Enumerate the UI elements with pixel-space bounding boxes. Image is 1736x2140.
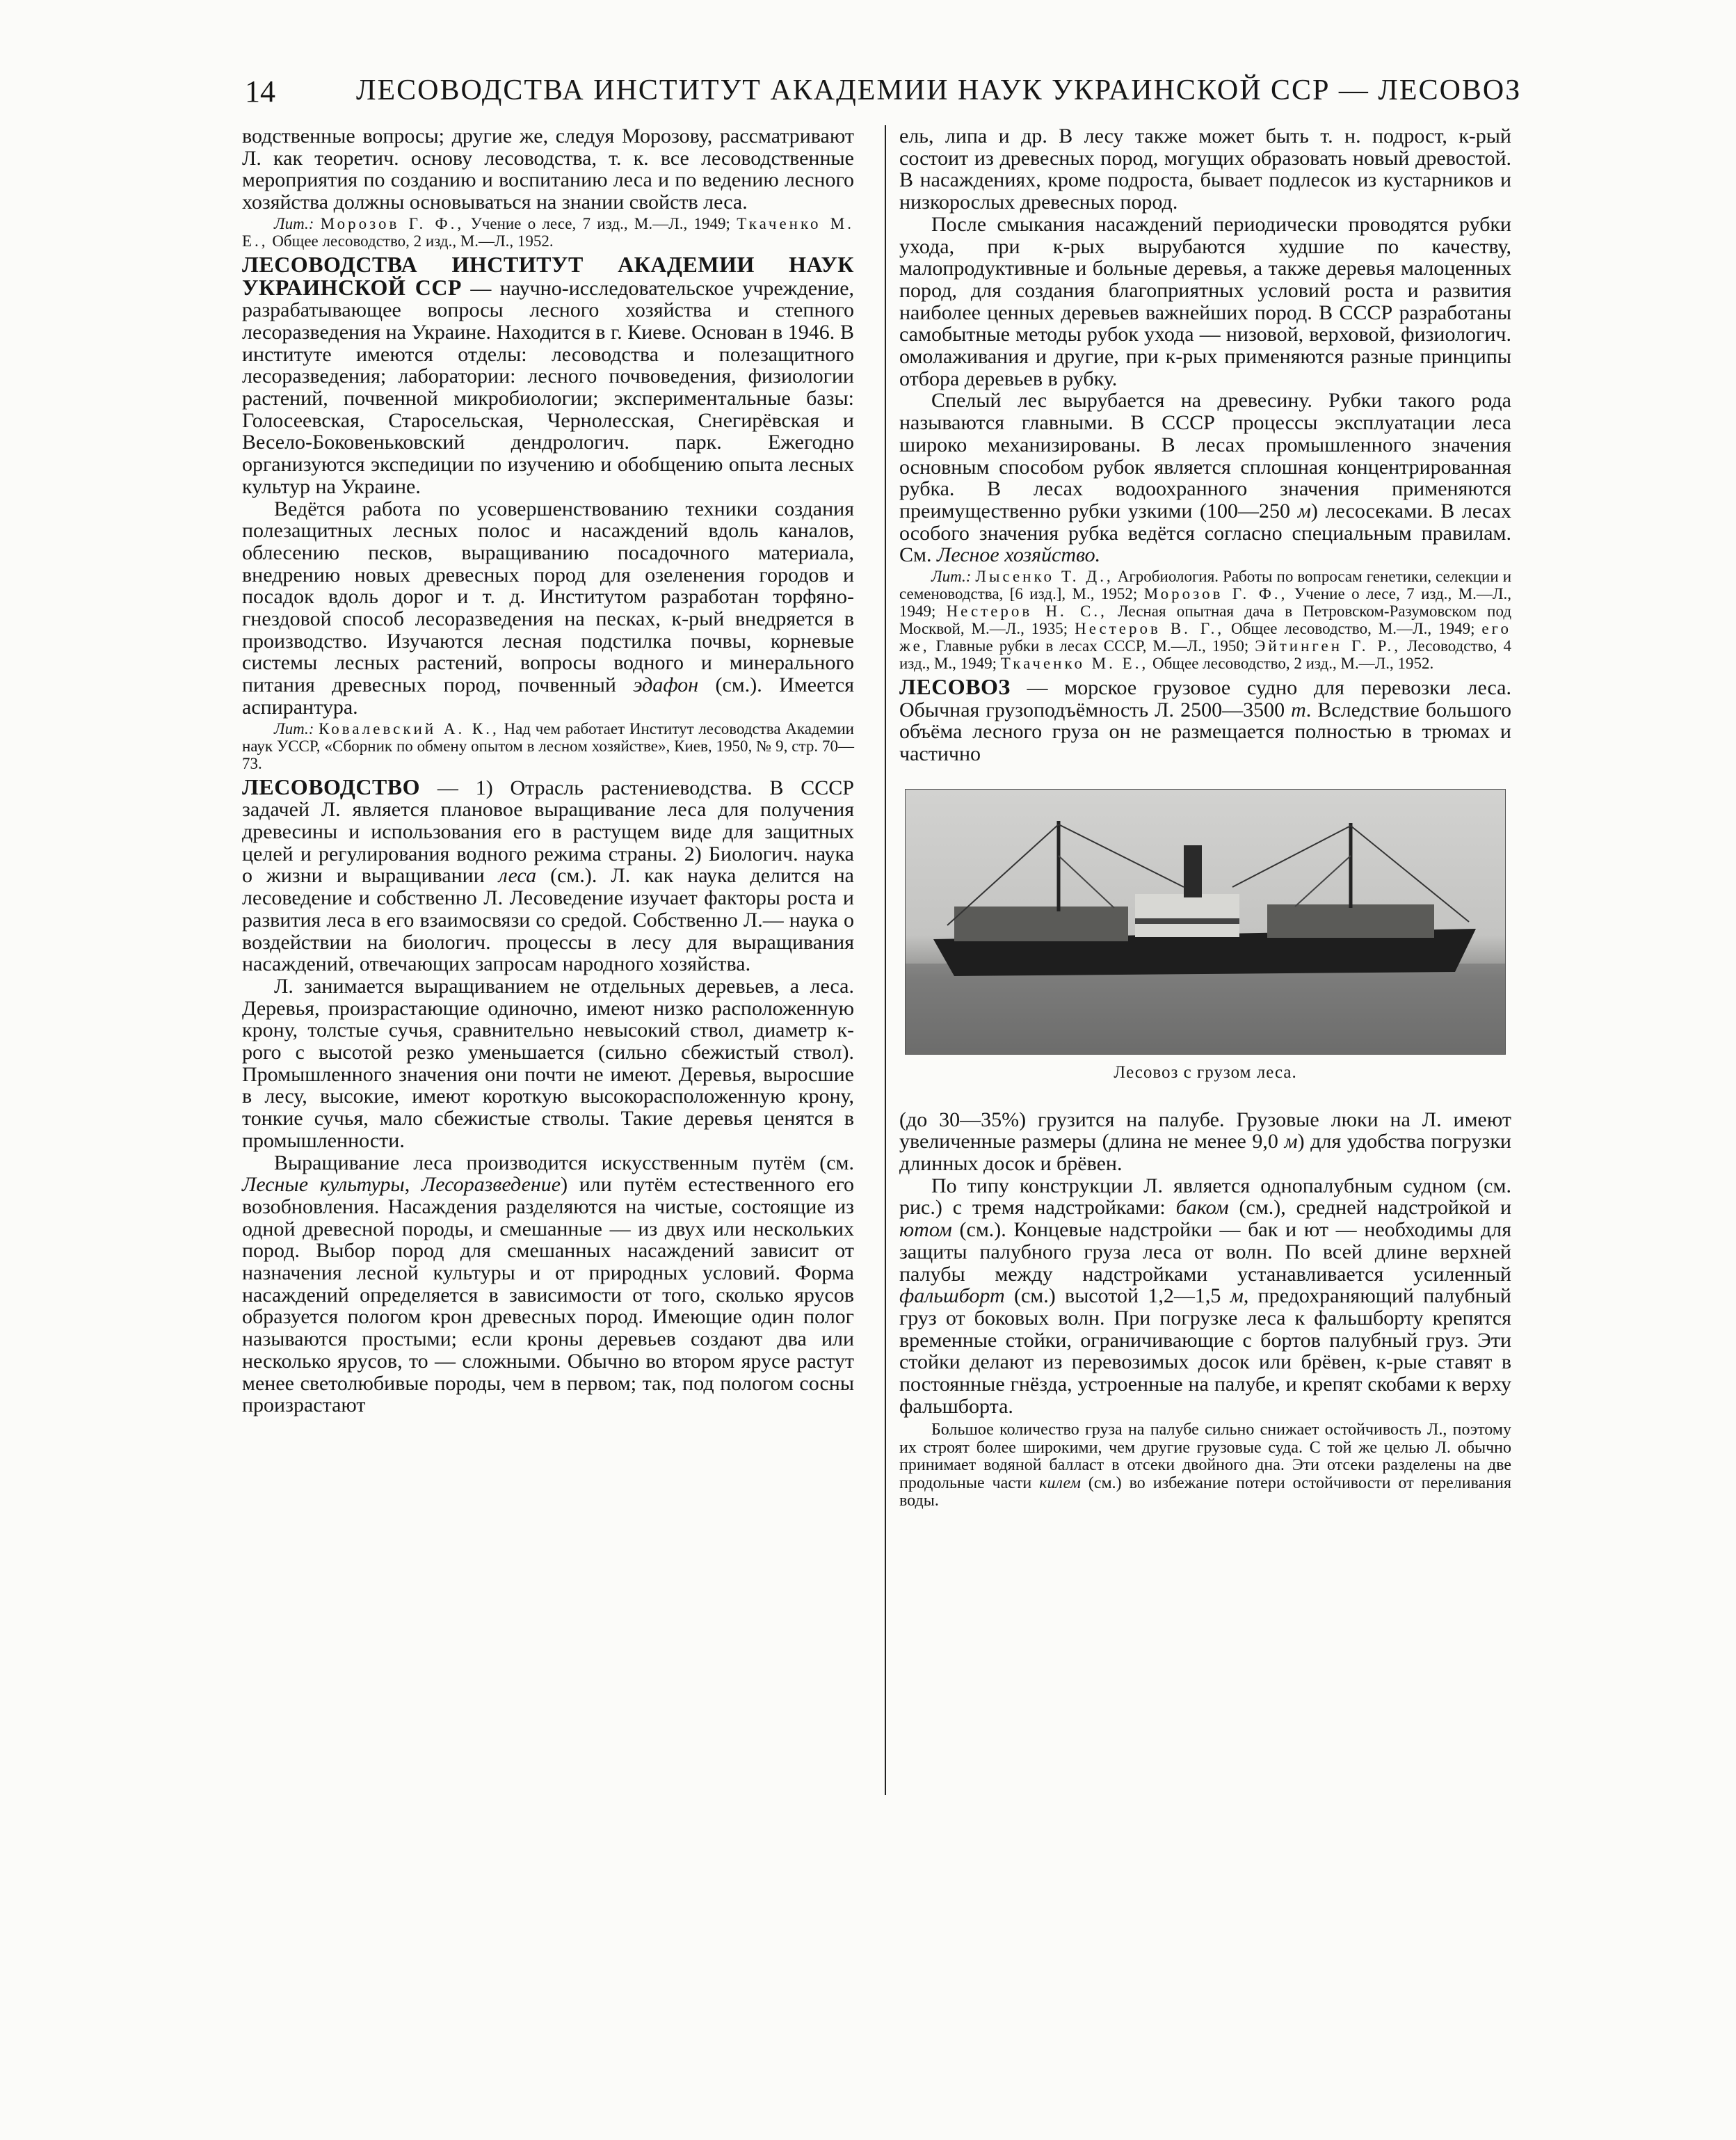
- paragraph: По типу конструкции Л. является однопалубным судном (см. рис.) с тремя надстройками: баком (см.), средней надстройкой и ютом (см.). Концевые надстройки — бак и ют — необходимы для защиты палубного груза леса от волн. По всей длине верхней палубы между надстройками устанавливается усиленный фальшборт (см.) высотой 1,2—1,5 м, предохраняющий палубный груз от боковых волн. При погрузке леса к фальшборту крепятся временные стойки, ограничивающие с бортов палубный груз. Эти стойки делают из перевозимых досок или брёвен, к-рые ставят в постоянные гнёзда, устроенные на палубе, и крепят скобами к верху фальшборта.: [899, 1174, 1511, 1418]
- literature-note: Лит.: Лысенко Т. Д., Агробиология. Работы по вопросам генетики, селекции и семеноводства, [6 изд.], М., 1952; Морозов Г. Ф., Учение о лесе, 7 изд., М.—Л., 1949; Нестеров Н. С., Лесная опытная дача в Петровском-Разумовском под Москвой, М.—Л., 1935; Нестеров В. Г., Общее лесоводство, М.—Л., 1949; его же, Главные рубки в лесах СССР, М.—Л., 1950; Эйтинген Г. Р., Лесоводство, 4 изд., М., 1949; Ткаченко М. Е., Общее лесоводство, 2 изд., М.—Л., 1952.: [899, 568, 1512, 673]
- headword: ЛЕСОВОДСТВО: [242, 774, 421, 799]
- small-print-note: Большое количество груза на палубе сильно снижает остойчивость Л., поэтому их строят более широкими, чем другие грузовые суда. С той же целью Л. обычно принимает водяной балласт в отсеки двойного дна. Эти отсеки разделены на две продольные части килем (см.) во избежание потери остойчивости от переливания воды.: [899, 1421, 1512, 1510]
- timber-ship-illustration: [906, 790, 1505, 1054]
- paragraph: Выращивание леса производится искусственным путём (см. Лесные культуры, Лесоразведение) или путём естественного его возобновления. Насаждения разделяются на чистые, состоящие из одной древесной породы, и смешанные — из двух или нескольких пород. Выбор пород для смешанных насаждений зависит от назначения лесной культуры и от природных условий. Форма насаждений определяется в зависимости от того, сколько ярусов образуется пологом крон древесных пород. Имеющие один полог называются простыми; если кроны деревьев создают два или несколько ярусов, то — сложными. Обычно во втором ярусе растут менее светолюбивые породы, чем в первом; так, под пологом сосны произрастают: [242, 1151, 855, 1417]
- paragraph: Л. занимается выращиванием не отдельных деревьев, а леса. Деревья, произрастающие одиночно, имеют низко расположенную крону, толстые сучья, сравнительно невысокий ствол, диаметр к-рого с высотой резко уменьшается (сильно сбежистый ствол). Промышленного значения они почти не имеют. Деревья, выросшие в лесу, высокие, имеют короткую высокорасположенную крону, тонкие сучья, мало сбежистые стволы. Такие деревья ценятся в промышленности.: [242, 974, 854, 1152]
- figure: [899, 789, 1511, 1084]
- right-column: [899, 125, 1511, 1510]
- cross-reference-link[interactable]: ютом: [899, 1218, 952, 1242]
- article-lesovodstvo: ЛЕСОВОДСТВО — 1) Отрасль растениеводства. В СССР задачей Л. является плановое выращивание леса для получения древесины и использования его в растущем виде для защитных целей и регулирования водного режима страны. 2) Биологич. наука о жизни и выращивании леса (см.). Л. как наука делится на лесоведение и собственно Л. Лесоведение изучает факторы роста и развития леса в его взаимосвязи со средой. Собственно Л.— наука о воздействии на биологич. процессы в лесу для выращивания насаждений, отвечающих запросам народного хозяйства.: [242, 774, 854, 976]
- article-lesovodstva-institut: ЛЕСОВОДСТВА ИНСТИТУТ АКАДЕМИИ НАУК УКРАИНСКОЙ ССР — научно-исследовательское учреждение, разрабатывающее вопросы лесного хозяйства и степного лесоразведения на Украине. Находится в г. Киеве. Основан в 1946. В институте имеются отделы: лесоводства и полезащитного лесоразведения; лаборатории: лесного почвоведения, физиологии растений, почвенной микробиологии; экспериментальные базы: Голосеевская, Старосельская, Чернолесская, Снегирёвская и Весело-Боковеньковский дендрологич. парк. Ежегодно организуются экспедиции по изучению и обобщению опыта лесных культур на Украине.: [242, 251, 855, 498]
- cross-reference-link[interactable]: баком: [1175, 1196, 1229, 1220]
- cross-reference-link[interactable]: Лесные культуры: [242, 1173, 405, 1197]
- cross-reference-link[interactable]: Лесоразведение: [421, 1173, 561, 1197]
- page-header: [245, 74, 1522, 111]
- paragraph: ель, липа и др. В лесу также может быть т. н. подрост, к-рый состоит из древесных пород, могущих образовать новый древостой. В насаждениях, кроме подроста, бывает подлесок из кустарников и низкорослых древесных пород.: [899, 125, 1511, 214]
- article-lesovoz: ЛЕСОВОЗ — морское грузовое судно для перевозки леса. Обычная грузоподъёмность Л. 2500—3500 т. Вследствие большого объёма лесного груза он не размещается полностью в трюмах и частично: [899, 674, 1511, 766]
- cross-reference-link[interactable]: Лесное хозяйство.: [937, 543, 1101, 567]
- paragraph: После смыкания насаждений периодически проводятся рубки ухода, при к-рых вырубаются худшие по качеству, малопродуктивные и больные деревья, а также деревья малоценных пород, для создания благоприятных условий роста и развития наиболее ценных деревьев важнейших пород. В СССР разработаны самобытные методы рубок ухода — низовой, верховой, физиологич. омолаживания и другие, при к-рых применяются разные принципы отбора деревьев в рубку.: [899, 212, 1511, 390]
- cross-reference-link[interactable]: эдафон: [633, 673, 699, 697]
- headword: ЛЕСОВОЗ: [899, 674, 1011, 700]
- ship-photo: [905, 789, 1506, 1055]
- paragraph: (до 30—35%) грузится на палубе. Грузовые люки на Л. имеют увеличенные размеры (длина не менее 9,0 м) для удобства погрузки длинных досок и брёвен.: [899, 1108, 1511, 1175]
- paragraph: Спелый лес вырубается на древесину. Рубки такого рода называются главными. В СССР процессы эксплуатации леса широко механизированы. В лесах промышленного значения основным способом рубок является сплошная концентрированная рубка. В лесах водоохранного значения применяются преимущественно рубки узкими (100—250 м) лесосеками. В лесах особого значения рубка ведётся согласно специальным правилам. См. Лесное хозяйство.: [899, 389, 1511, 567]
- figure-caption: Лесовоз с грузом леса.: [1114, 1062, 1297, 1082]
- literature-note: Лит.: Ковалевский А. К., Над чем работает Институт лесоводства Академии наук УССР, «Сборник по обмену опытом в лесном хозяйстве», Киев, 1950, № 9, стр. 70—73.: [242, 719, 854, 772]
- headword: ЛЕСОВОДСТВА ИНСТИТУТ АКАДЕМИИ НАУК УКРАИНСКОЙ ССР: [242, 251, 854, 300]
- cross-reference-link[interactable]: фальшборт: [899, 1284, 1005, 1308]
- cross-reference-link[interactable]: килем: [1039, 1474, 1081, 1492]
- paragraph: водственные вопросы; другие же, следуя Морозову, рассматривают Л. как теоретич. основу лесоводства, т. к. все лесоводственные мероприятия по созданию и воспитанию леса и по ведению лесного хозяйства должны основываться на знании свойств леса.: [242, 125, 854, 214]
- cross-reference-link[interactable]: леса: [498, 864, 537, 888]
- paragraph: Ведётся работа по усовершенствованию техники создания полезащитных лесных полос и насаждений вдоль каналов, облесению песков, выращиванию посадочного материала, внедрению новых древесных пород для озеленения городов и посадок вдоль дорог и т. д. Институтом разработан торфяно-гнездовой способ лесоразведения на песках, к-рый внедряется в производство. Изучаются лесная подстилка почвы, корневые системы лесных растений, вопросы водного и минерального питания древесных пород, почвенный эдафон (см.). Имеется аспирантура.: [242, 497, 855, 719]
- left-column: [242, 125, 854, 1416]
- running-title: ЛЕСОВОДСТВА ИНСТИТУТ АКАДЕМИИ НАУК УКРАИНСКОЙ ССР — ЛЕСОВОЗ: [356, 74, 1522, 106]
- page-number: 14: [245, 74, 275, 109]
- literature-note: Лит.: Морозов Г. Ф., Учение о лесе, 7 изд., М.—Л., 1949; Ткаченко М. Е., Общее лесоводство, 2 изд., М.—Л., 1952.: [242, 214, 854, 250]
- column-divider: [885, 125, 886, 1795]
